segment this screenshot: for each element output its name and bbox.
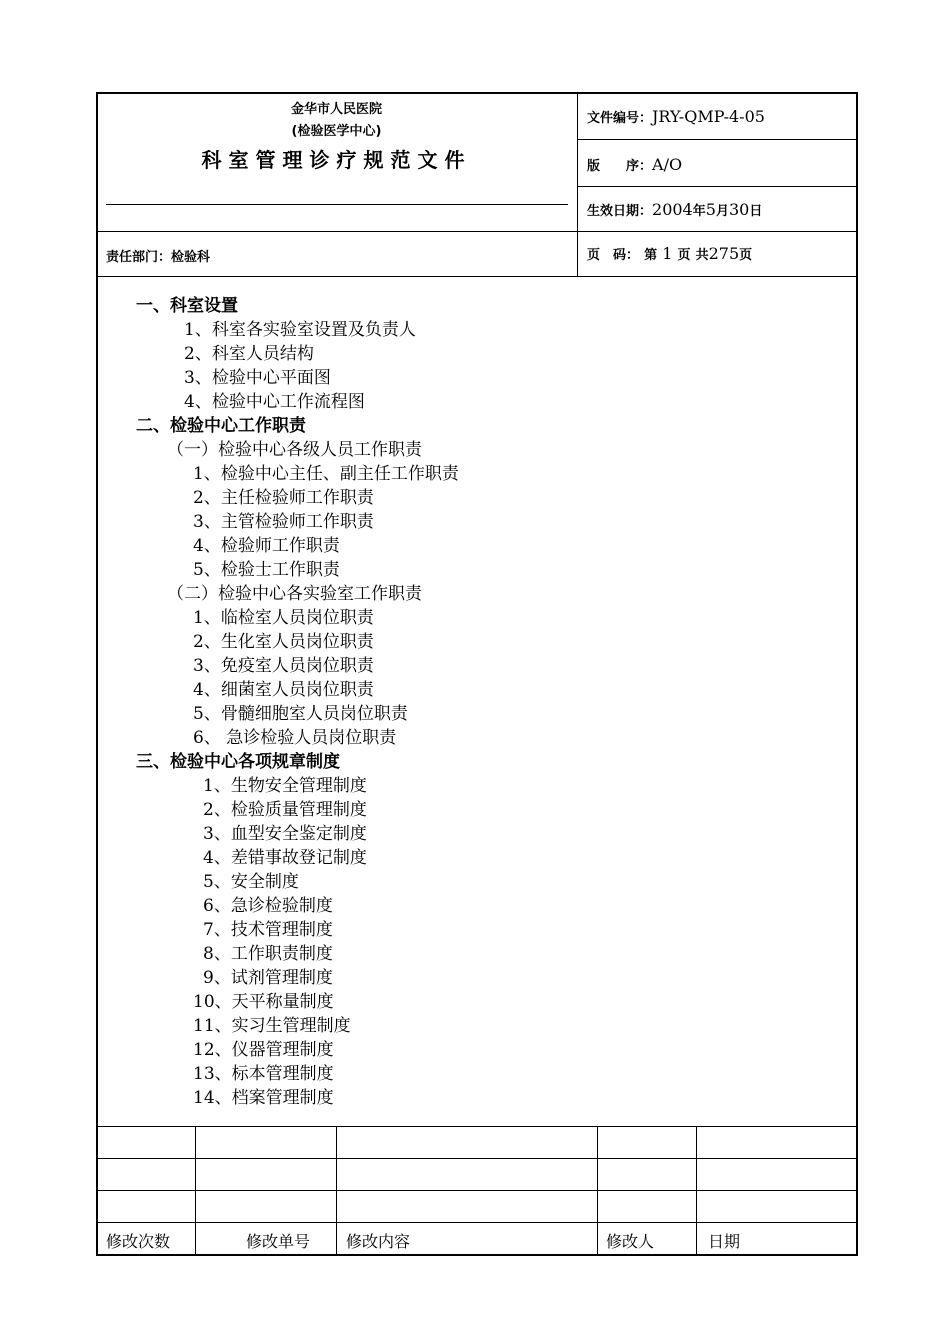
toc-item: 14、档案管理制度	[193, 1088, 334, 1108]
subsection-title: （二）检验中心各实验室工作职责	[167, 584, 422, 604]
col-reviser: 修改人	[606, 1232, 655, 1251]
doc-number: 文件编号：JRY-QMP-4-05	[587, 107, 765, 126]
header-row-line	[577, 139, 857, 140]
section-1-title: 一、科室设置	[136, 296, 238, 316]
toc-item: 12、仪器管理制度	[193, 1040, 334, 1060]
revision-table-line	[96, 1222, 858, 1223]
revision-table-line	[96, 1126, 858, 1127]
revision-table-line	[96, 1158, 858, 1159]
toc-item: 10、天平称量制度	[193, 992, 334, 1012]
toc-item: 3、血型安全鉴定制度	[203, 824, 367, 844]
toc-item: 3、主管检验师工作职责	[193, 512, 374, 532]
toc-item: 5、检验士工作职责	[193, 560, 340, 580]
toc-item: 5、安全制度	[203, 872, 299, 892]
toc-item: 6、急诊检验制度	[203, 896, 333, 916]
toc-item: 1、科室各实验室设置及负责人	[184, 320, 416, 340]
section-3-title: 三、检验中心各项规章制度	[136, 752, 340, 772]
toc-item: 5、骨髓细胞室人员岗位职责	[193, 704, 408, 724]
toc-item: 4、检验中心工作流程图	[184, 392, 365, 412]
hospital-name: 金华市人民医院	[290, 102, 382, 117]
toc-item: 11、实习生管理制度	[193, 1016, 351, 1036]
center-name: (检验医学中心)	[291, 124, 382, 139]
toc-item: 6、 急诊检验人员岗位职责	[193, 728, 397, 748]
version: 版 序：A/O	[587, 155, 683, 174]
document-title: 科室管理诊疗规范文件	[201, 148, 472, 172]
col-revision-count: 修改次数	[106, 1232, 171, 1251]
toc-item: 4、差错事故登记制度	[203, 848, 367, 868]
col-date: 日期	[708, 1232, 741, 1251]
revision-table-col	[336, 1126, 337, 1256]
effective-date: 生效日期：2004年5月30日	[587, 200, 763, 219]
revision-table-col	[597, 1126, 598, 1256]
responsible-dept: 责任部门：检验科	[106, 250, 211, 265]
toc-item: 9、试剂管理制度	[203, 968, 333, 988]
toc-item: 2、检验质量管理制度	[203, 800, 367, 820]
toc-item: 2、科室人员结构	[184, 344, 314, 364]
col-revision-content: 修改内容	[346, 1232, 411, 1251]
page-number: 页 码： 第 1 页 共275页	[587, 244, 753, 263]
revision-table-line	[96, 1190, 858, 1191]
toc-item: 4、检验师工作职责	[193, 536, 340, 556]
revision-table-col	[195, 1126, 196, 1256]
header-row-line	[96, 231, 858, 232]
toc-item: 3、免疫室人员岗位职责	[193, 656, 374, 676]
toc-item: 7、技术管理制度	[203, 920, 333, 940]
revision-table-col	[696, 1126, 697, 1256]
header-bottom-line	[96, 276, 858, 277]
col-revision-number: 修改单号	[246, 1232, 311, 1251]
toc-item: 8、工作职责制度	[203, 944, 333, 964]
toc-item: 1、检验中心主任、副主任工作职责	[193, 464, 459, 484]
toc-item: 2、生化室人员岗位职责	[193, 632, 374, 652]
section-2-title: 二、检验中心工作职责	[136, 416, 306, 436]
toc-item: 1、临检室人员岗位职责	[193, 608, 374, 628]
toc-item: 2、主任检验师工作职责	[193, 488, 374, 508]
toc-item: 13、标本管理制度	[193, 1064, 334, 1084]
toc-item: 1、生物安全管理制度	[203, 776, 367, 796]
title-underline	[106, 204, 568, 205]
header-row-line	[577, 186, 857, 187]
header-divider	[577, 92, 578, 276]
subsection-title: （一）检验中心各级人员工作职责	[167, 440, 422, 460]
toc-item: 3、检验中心平面图	[184, 368, 331, 388]
toc-item: 4、细菌室人员岗位职责	[193, 680, 374, 700]
